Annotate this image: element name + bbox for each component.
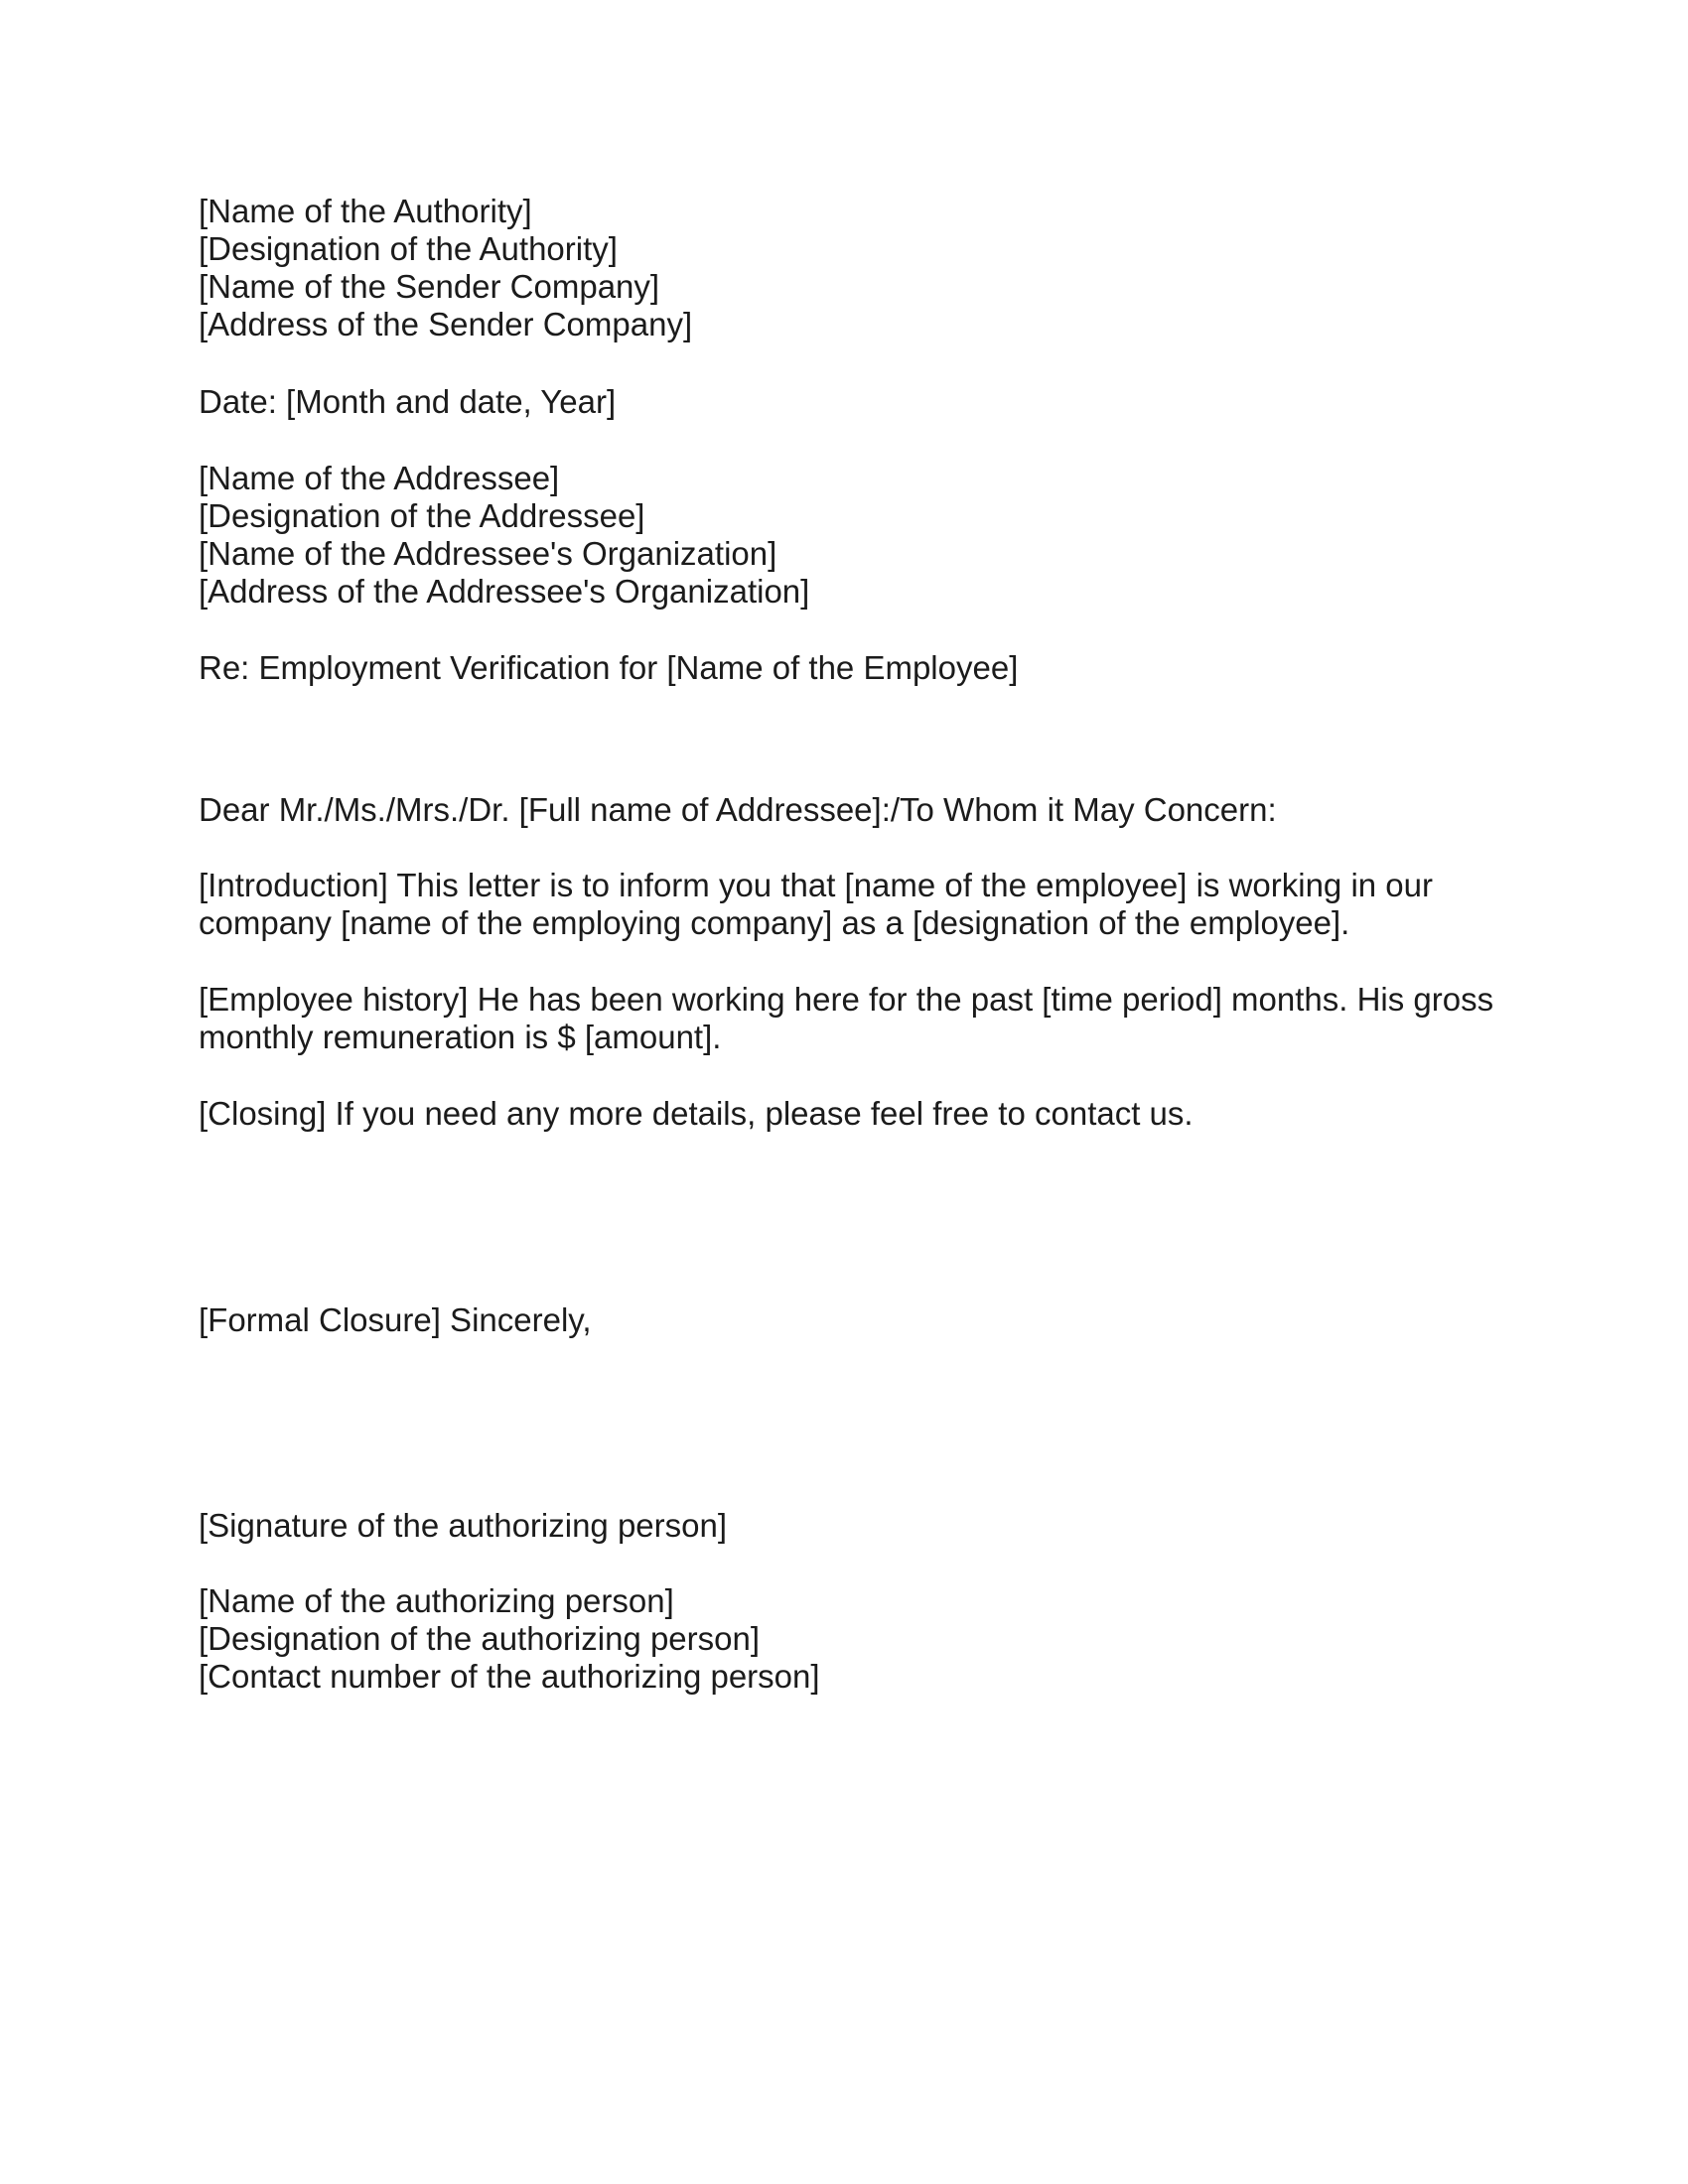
salutation-line	[199, 791, 1509, 829]
employee-history-paragraph	[199, 981, 1509, 1056]
signature-placeholder: [Signature of the authorizing person]	[199, 1507, 728, 1544]
addressee-name: [Name of the Addressee]	[199, 460, 560, 496]
date-line	[199, 383, 1509, 421]
letter-date: Date: [Month and date, Year]	[199, 383, 617, 420]
introduction-paragraph	[199, 867, 1509, 942]
sender-company-name: [Name of the Sender Company]	[199, 268, 660, 305]
subject-line	[199, 649, 1509, 687]
addressee-designation: [Designation of the Addressee]	[199, 497, 645, 534]
introduction-text: [Introduction] This letter is to inform you that [name of the employee] is working in our company [name of the employing company] as a [designation of the employee].	[199, 867, 1433, 941]
employee-history-text: [Employee history] He has been working here for the past [time period] months. His gross monthly remuneration is $ [amount].	[199, 981, 1494, 1055]
formal-closure	[199, 1301, 1509, 1339]
signer-designation: [Designation of the authorizing person]	[199, 1620, 761, 1657]
letter-subject: Re: Employment Verification for [Name of the Employee]	[199, 649, 1019, 686]
addressee-block	[199, 460, 1509, 611]
letter-salutation: Dear Mr./Ms./Mrs./Dr. [Full name of Addressee]:/To Whom it May Concern:	[199, 791, 1277, 828]
formal-closure-text: [Formal Closure] Sincerely,	[199, 1301, 592, 1338]
sender-block	[199, 193, 1509, 343]
signature-line	[199, 1507, 1509, 1545]
closing-text: [Closing] If you need any more details, please feel free to contact us.	[199, 1095, 1194, 1132]
signer-block	[199, 1582, 1509, 1696]
addressee-organization: [Name of the Addressee's Organization]	[199, 535, 777, 572]
signer-contact: [Contact number of the authorizing person]	[199, 1658, 820, 1695]
closing-paragraph	[199, 1095, 1509, 1133]
sender-company-address: [Address of the Sender Company]	[199, 306, 693, 342]
signer-name: [Name of the authorizing person]	[199, 1582, 674, 1619]
sender-authority-name: [Name of the Authority]	[199, 193, 532, 229]
sender-authority-designation: [Designation of the Authority]	[199, 230, 618, 267]
addressee-organization-address: [Address of the Addressee's Organization]	[199, 573, 810, 610]
